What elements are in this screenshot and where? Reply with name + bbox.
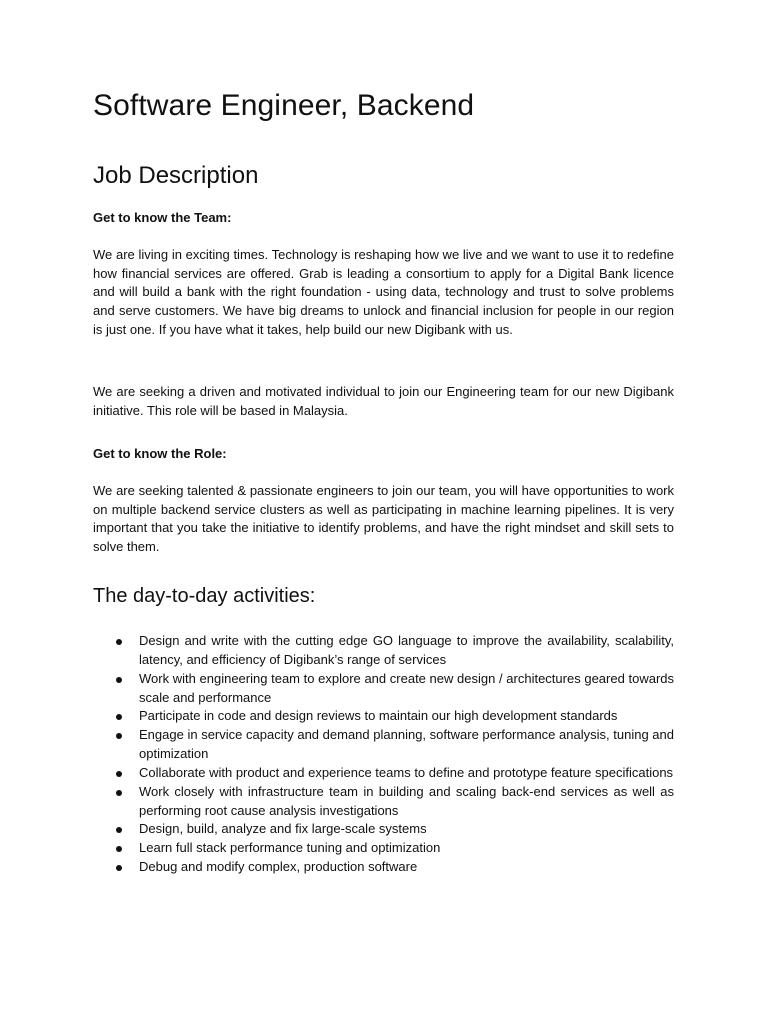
list-item [93,670,674,708]
list-item-text: Design and write with the cutting edge GO language to improve the availability, scalability, latency, and efficiency of Digibank’s range of services [139,633,674,667]
job-description-heading: Job Description [93,162,259,189]
team-label: Get to know the Team: [93,210,232,225]
activities-heading: The day-to-day activities: [93,585,316,607]
list-item-text: Debug and modify complex, production software [139,859,418,875]
role-paragraph: We are seeking talented & passionate engineers to join our team, you will have opportunities to work on multiple backend service clusters as well as participating in machine learning pipelines. It is very important that you take the initiative to identify problems, and have the right mindset and skill sets to solve them. [93,483,674,555]
list-item [93,707,674,726]
team-paragraph-2: We are seeking a driven and motivated individual to join our Engineering team for our new Digibank initiative. This role will be based in Malaysia. [93,384,674,418]
bullet-icon [116,827,122,833]
list-item [93,726,674,764]
bullet-icon [116,677,122,683]
team-paragraph-1: We are living in exciting times. Technology is reshaping how we live and we want to use it to redefine how financial services are offered. Grab is leading a consortium to apply for a Digital Bank licence and will build a bank with the right foundation - using data, technology and trust to solve problems and serve customers. We have big dreams to unlock and financial inclusion for people in our region is just one. If you have what it takes, help build our new Digibank with us. [93,247,674,337]
activities-list [93,632,674,877]
list-item [93,764,674,783]
list-item-text: Collaborate with product and experience teams to define and prototype feature specifications [139,764,674,780]
list-item [93,858,674,877]
list-item-text: Engage in service capacity and demand planning, software performance analysis, tuning and optimization [139,727,674,762]
list-item [93,632,674,670]
bullet-icon [116,639,122,645]
bullet-icon [116,733,122,739]
bullet-icon [116,790,122,796]
bullet-icon [116,865,122,871]
list-item-text: Learn full stack performance tuning and optimization [139,840,441,856]
list-item [93,783,674,821]
role-label: Get to know the Role: [93,446,227,461]
list-item [93,839,674,858]
list-item-text: Participate in code and design reviews to maintain our high development standards [139,708,618,724]
list-item [93,820,674,839]
list-item-text: Work with engineering team to explore and create new design / architectures geared towards scale and performance [139,670,674,705]
document-title: Software Engineer, Backend [93,89,475,122]
list-item-text: Design, build, analyze and fix large-scale systems [139,821,427,837]
bullet-icon [116,771,122,777]
bullet-icon [116,846,122,852]
list-item-text: Work closely with infrastructure team in building and scaling back-end services as well as performing root cause analysis investigations [139,783,674,818]
bullet-icon [116,714,122,720]
